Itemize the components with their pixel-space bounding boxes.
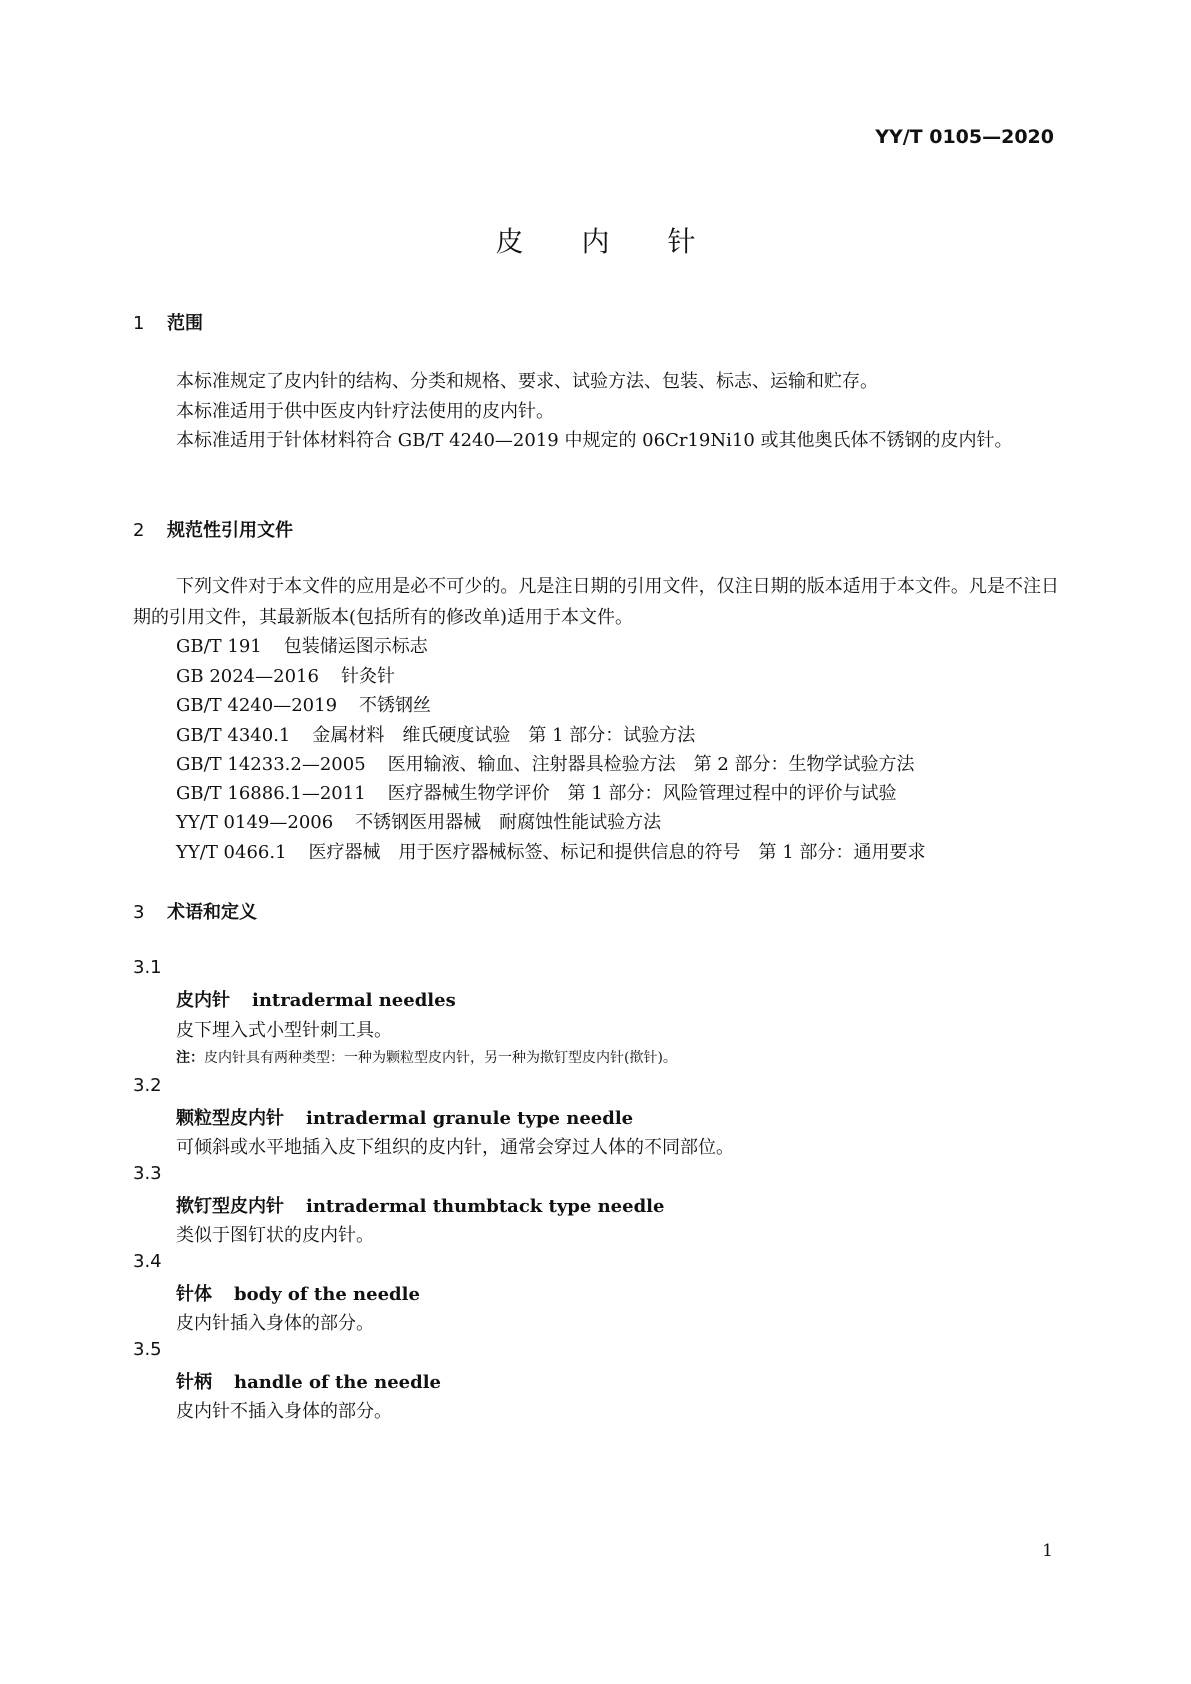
reference-title: 不锈钢丝 — [359, 695, 432, 716]
reference-item — [176, 662, 395, 688]
term-name-cn: 针体 — [176, 1284, 212, 1305]
term-definition: 类似于图钉状的皮内针。 — [176, 1225, 374, 1246]
section-title: 规范性引用文件 — [167, 520, 293, 541]
term-name-en: intradermal needles — [252, 990, 456, 1011]
term-name — [176, 1368, 441, 1394]
reference-code: GB/T 191 — [176, 636, 262, 657]
term-name — [176, 1104, 633, 1130]
note-label: 注： — [176, 1050, 204, 1066]
reference-code: GB/T 4240—2019 — [176, 695, 338, 716]
section-heading-terms — [133, 898, 257, 924]
term-name-en: handle of the needle — [234, 1372, 441, 1393]
term-name — [176, 1280, 420, 1306]
reference-item — [176, 838, 925, 864]
reference-code: YY/T 0149—2006 — [176, 812, 334, 833]
reference-code: GB/T 14233.2—2005 — [176, 754, 366, 775]
references-intro: 下列文件对于本文件的应用是必不可少的。凡是注日期的引用文件，仅注日期的版本适用于本文件。凡是不注日期的引用文件，其最新版本(包括所有的修改单)适用于本文件。 — [133, 576, 1059, 628]
reference-item — [176, 750, 915, 776]
reference-title: 针灸针 — [340, 666, 395, 687]
scope-paragraph: 本标准适用于供中医皮内针疗法使用的皮内针。 — [176, 401, 554, 422]
section-heading-scope — [133, 309, 203, 335]
term-name-cn: 皮内针 — [176, 990, 230, 1011]
term-note — [176, 1047, 677, 1067]
term-definition: 皮内针不插入身体的部分。 — [176, 1401, 392, 1422]
term-number: 3.2 — [133, 1075, 162, 1096]
reference-code: GB/T 16886.1—2011 — [176, 783, 366, 804]
reference-item — [176, 691, 431, 717]
term-name-en: intradermal granule type needle — [306, 1108, 634, 1129]
section-title: 范围 — [167, 313, 203, 334]
scope-paragraph: 本标准规定了皮内针的结构、分类和规格、要求、试验方法、包装、标志、运输和贮存。 — [176, 371, 878, 392]
scope-paragraph: 本标准适用于针体材料符合 GB/T 4240—2019 中规定的 06Cr19Ni10 或其他奥氏体不锈钢的皮内针。 — [176, 430, 1013, 451]
term-number: 3.1 — [133, 957, 162, 978]
reference-title: 医疗器械 用于医疗器械标签、标记和提供信息的符号 第 1 部分：通用要求 — [308, 842, 926, 863]
term-number: 3.3 — [133, 1163, 162, 1184]
page-title: 皮内针 — [495, 225, 754, 258]
term-definition: 皮内针插入身体的部分。 — [176, 1313, 374, 1334]
term-definition: 可倾斜或水平地插入皮下组织的皮内针，通常会穿过人体的不同部位。 — [176, 1137, 734, 1158]
reference-title: 金属材料 维氏硬度试验 第 1 部分：试验方法 — [312, 725, 696, 746]
term-name-cn: 揿钉型皮内针 — [176, 1196, 284, 1217]
term-definition: 皮下埋入式小型针刺工具。 — [176, 1020, 392, 1041]
term-name-cn: 颗粒型皮内针 — [176, 1108, 284, 1129]
term-name — [176, 1192, 664, 1218]
reference-title: 包装储运图示标志 — [283, 636, 428, 657]
reference-item — [176, 808, 661, 834]
section-number: 2 — [133, 520, 145, 541]
section-title: 术语和定义 — [167, 902, 257, 923]
reference-item — [176, 632, 428, 658]
reference-title: 医用输液、输血、注射器具检验方法 第 2 部分：生物学试验方法 — [387, 754, 915, 775]
page-number: 1 — [1042, 1541, 1053, 1561]
reference-code: GB 2024—2016 — [176, 666, 319, 687]
term-name — [176, 986, 456, 1012]
note-text: 皮内针具有两种类型：一种为颗粒型皮内针，另一种为揿钉型皮内针(揿针)。 — [204, 1050, 677, 1066]
term-number: 3.4 — [133, 1251, 162, 1272]
reference-item — [176, 721, 695, 747]
section-number: 3 — [133, 902, 145, 923]
reference-code: GB/T 4340.1 — [176, 725, 291, 746]
term-name-en: body of the needle — [234, 1284, 420, 1305]
document-code: YY/T 0105—2020 — [875, 126, 1054, 148]
term-name-cn: 针柄 — [176, 1372, 212, 1393]
section-heading-references — [133, 516, 293, 542]
reference-item — [176, 779, 897, 805]
term-number: 3.5 — [133, 1339, 162, 1360]
term-name-en: intradermal thumbtack type needle — [306, 1196, 665, 1217]
reference-title: 医疗器械生物学评价 第 1 部分：风险管理过程中的评价与试验 — [387, 783, 897, 804]
reference-title: 不锈钢医用器械 耐腐蚀性能试验方法 — [355, 812, 662, 833]
section-number: 1 — [133, 313, 145, 334]
reference-code: YY/T 0466.1 — [176, 842, 287, 863]
